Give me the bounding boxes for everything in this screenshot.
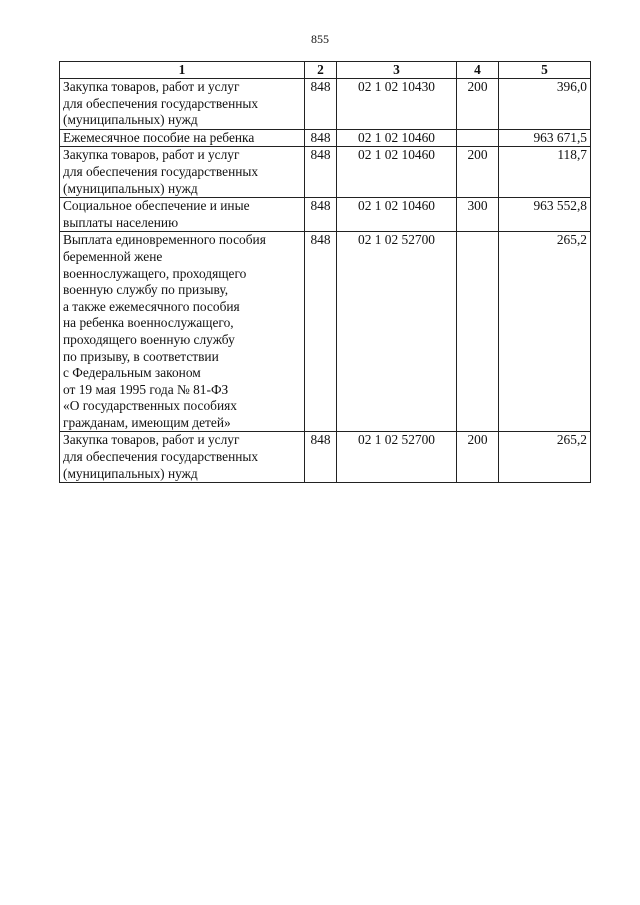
- table-header-row: [60, 62, 591, 79]
- row-sum: 396,0: [499, 79, 591, 130]
- row-sum: 265,2: [499, 432, 591, 483]
- row-expense-type: 200: [457, 432, 499, 483]
- row-name-cell: [60, 198, 305, 232]
- table-row: [60, 198, 591, 232]
- row-name: Закупка товаров, работ и услуг для обеспечения государственных (муниципальных) нужд: [63, 432, 259, 481]
- header-col-1: 1: [60, 62, 305, 79]
- row-name: Ежемесячное пособие на ребенка: [63, 129, 255, 145]
- row-sum: 265,2: [499, 232, 591, 432]
- row-name-cell: [60, 129, 305, 147]
- row-code: 848: [305, 198, 337, 232]
- row-sum: 963 552,8: [499, 198, 591, 232]
- row-sum: 118,7: [499, 147, 591, 198]
- row-name-cell: [60, 432, 305, 483]
- row-code: 848: [305, 232, 337, 432]
- row-name-cell: [60, 232, 305, 432]
- row-expense-type: [457, 232, 499, 432]
- row-name-cell: [60, 147, 305, 198]
- row-target-article: 02 1 02 10460: [337, 147, 457, 198]
- row-name-cell: [60, 79, 305, 130]
- row-code: 848: [305, 147, 337, 198]
- row-code: 848: [305, 129, 337, 147]
- header-col-4: 4: [457, 62, 499, 79]
- budget-table: [59, 61, 591, 483]
- table-row: [60, 432, 591, 483]
- row-sum: 963 671,5: [499, 129, 591, 147]
- row-target-article: 02 1 02 52700: [337, 232, 457, 432]
- row-name: Закупка товаров, работ и услуг для обеспечения государственных (муниципальных) нужд: [63, 147, 259, 196]
- page-number: 855: [311, 32, 329, 46]
- table-row: [60, 79, 591, 130]
- header-col-2: 2: [305, 62, 337, 79]
- table-row: [60, 129, 591, 147]
- header-col-5: 5: [499, 62, 591, 79]
- row-expense-type: 300: [457, 198, 499, 232]
- row-target-article: 02 1 02 10460: [337, 198, 457, 232]
- row-target-article: 02 1 02 10430: [337, 79, 457, 130]
- header-col-3: 3: [337, 62, 457, 79]
- row-code: 848: [305, 432, 337, 483]
- row-target-article: 02 1 02 52700: [337, 432, 457, 483]
- row-expense-type: 200: [457, 147, 499, 198]
- row-expense-type: [457, 129, 499, 147]
- row-name: Выплата единовременного пособия беременной жене военнослужащего, проходящего военную службу по призыву, а также ежемесячного пособия на ребенка военнослужащего, проходящего военную службу по призыву, в соответствии с Федеральным законом от 19 мая 1995 года № 81-ФЗ «О государственных пособиях гражданам, имеющим детей»: [63, 232, 266, 430]
- row-expense-type: 200: [457, 79, 499, 130]
- row-target-article: 02 1 02 10460: [337, 129, 457, 147]
- row-code: 848: [305, 79, 337, 130]
- row-name: Закупка товаров, работ и услуг для обеспечения государственных (муниципальных) нужд: [63, 79, 259, 128]
- table-row: [60, 147, 591, 198]
- row-name: Социальное обеспечение и иные выплаты населению: [63, 198, 250, 230]
- table-row: [60, 232, 591, 432]
